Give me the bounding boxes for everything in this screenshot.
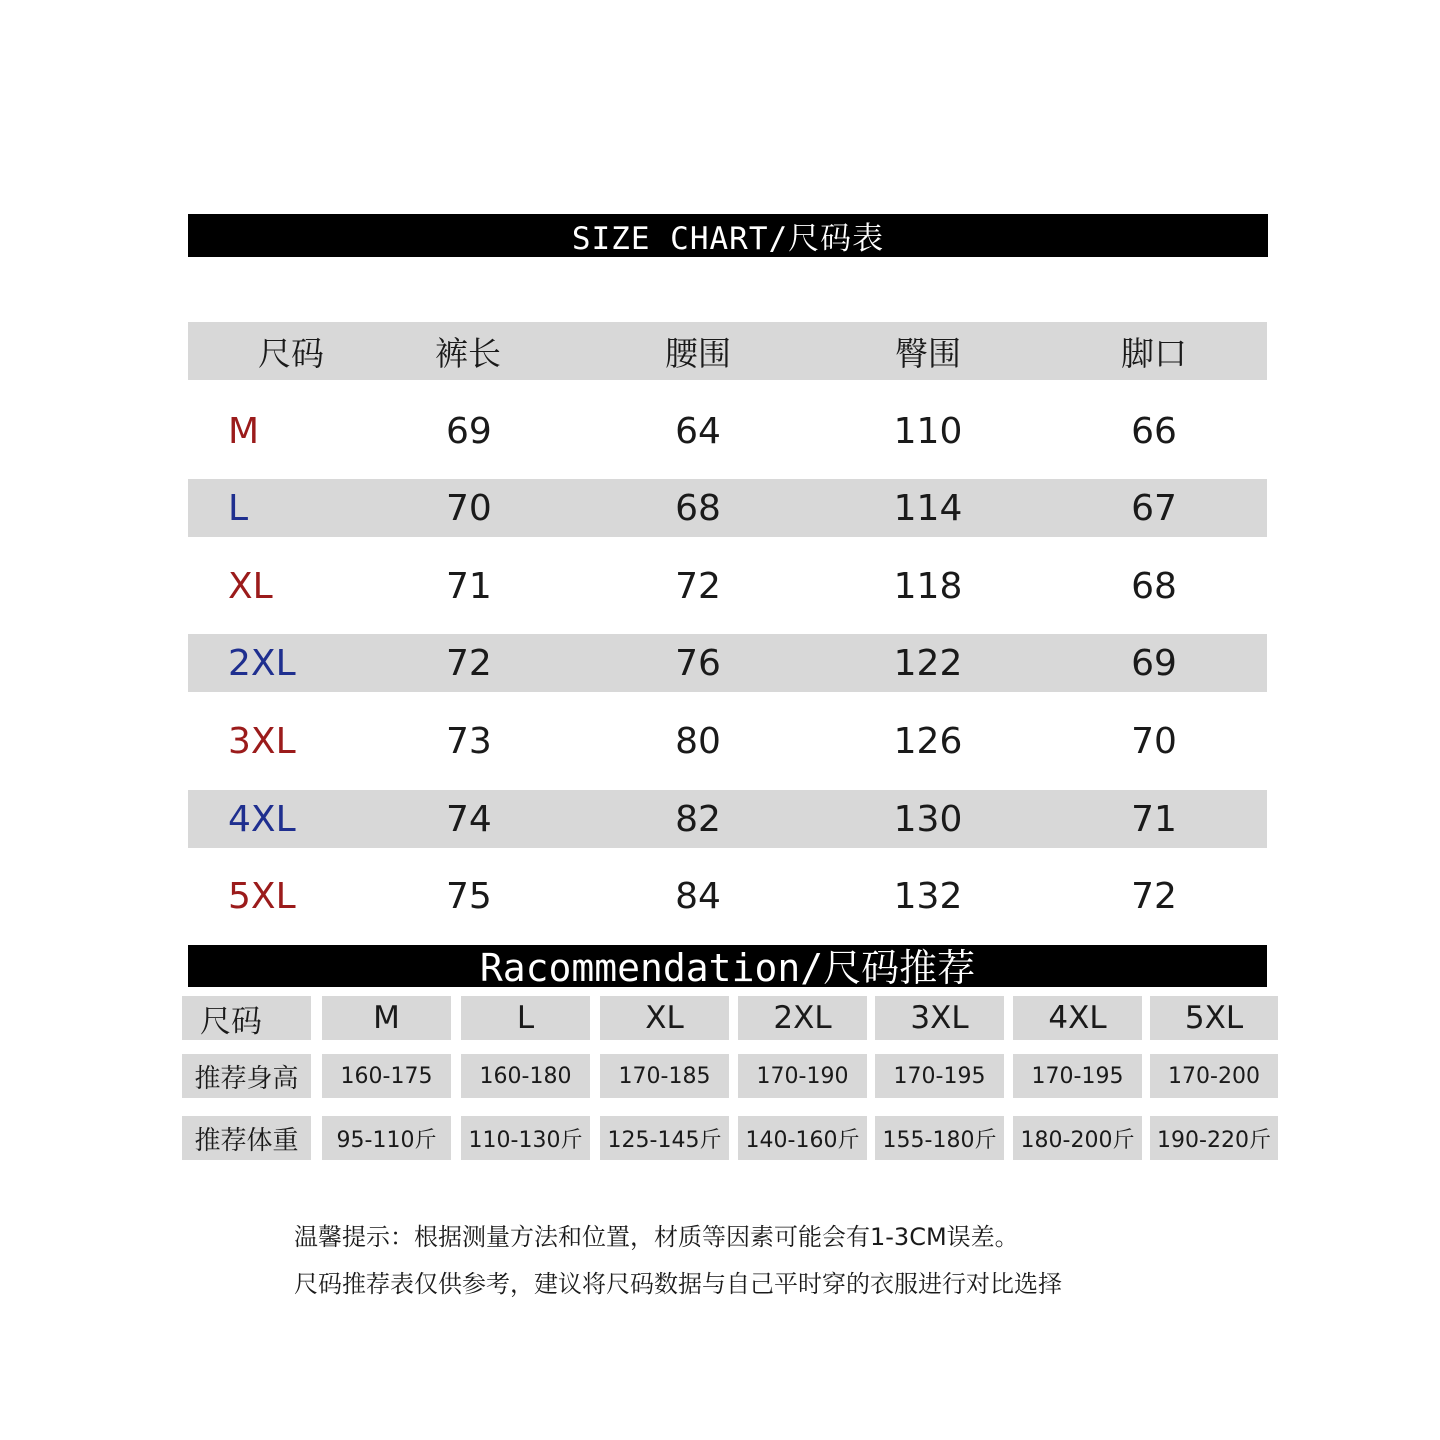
rec-size-label: 尺码 bbox=[182, 996, 311, 1040]
note-line-1: 温馨提示：根据测量方法和位置，材质等因素可能会有1-3CM误差。 bbox=[294, 1223, 1019, 1251]
rec-weight-cell: 190-220斤 bbox=[1150, 1116, 1278, 1160]
table-row bbox=[188, 712, 1267, 770]
hip-cell: 132 bbox=[893, 875, 963, 917]
size-cell: 5XL bbox=[228, 875, 296, 917]
recommendation-title-banner bbox=[188, 945, 1267, 990]
table-row bbox=[188, 790, 1267, 848]
length-cell: 69 bbox=[446, 410, 492, 452]
rec-size-cell: 4XL bbox=[1013, 996, 1142, 1040]
recommendation-title: Racommendation/尺码推荐 bbox=[479, 946, 976, 990]
size-cell: M bbox=[228, 410, 260, 452]
rec-height-cell: 160-180 bbox=[461, 1054, 590, 1098]
header-length: 裤长 bbox=[435, 333, 501, 373]
waist-cell: 76 bbox=[675, 642, 721, 684]
rec-weight-cell: 125-145斤 bbox=[600, 1116, 729, 1160]
length-cell: 70 bbox=[446, 487, 492, 529]
length-cell: 72 bbox=[446, 642, 492, 684]
rec-height-cell: 160-175 bbox=[322, 1054, 451, 1098]
hem-cell: 69 bbox=[1131, 642, 1177, 684]
rec-size-cell: L bbox=[461, 996, 590, 1040]
hem-cell: 67 bbox=[1131, 487, 1177, 529]
waist-cell: 82 bbox=[675, 798, 721, 840]
hem-cell: 71 bbox=[1131, 798, 1177, 840]
rec-weight-cell: 155-180斤 bbox=[875, 1116, 1004, 1160]
waist-cell: 72 bbox=[675, 565, 721, 607]
size-cell: L bbox=[228, 487, 249, 529]
size-chart-title: SIZE CHART/尺码表 bbox=[571, 221, 885, 257]
rec-size-cell: M bbox=[322, 996, 451, 1040]
rec-size-cell: 2XL bbox=[738, 996, 867, 1040]
header-waist: 腰围 bbox=[665, 333, 731, 373]
table-row bbox=[188, 402, 1267, 460]
rec-weight-cell: 110-130斤 bbox=[461, 1116, 590, 1160]
length-cell: 73 bbox=[446, 720, 492, 762]
rec-size-cell: 3XL bbox=[875, 996, 1004, 1040]
note-line-2: 尺码推荐表仅供参考，建议将尺码数据与自己平时穿的衣服进行对比选择 bbox=[294, 1270, 1062, 1298]
rec-height-label: 推荐身高 bbox=[182, 1054, 311, 1098]
hip-cell: 118 bbox=[893, 565, 963, 607]
size-chart-title-banner bbox=[188, 214, 1268, 257]
length-cell: 71 bbox=[446, 565, 492, 607]
rec-weight-label: 推荐体重 bbox=[182, 1116, 311, 1160]
hip-cell: 122 bbox=[893, 642, 963, 684]
rec-weight-cell: 140-160斤 bbox=[738, 1116, 867, 1160]
header-size: 尺码 bbox=[258, 333, 324, 373]
rec-size-cell: XL bbox=[600, 996, 729, 1040]
size-cell: 4XL bbox=[228, 798, 296, 840]
waist-cell: 68 bbox=[675, 487, 721, 529]
hem-cell: 70 bbox=[1131, 720, 1177, 762]
rec-weight-cell: 180-200斤 bbox=[1013, 1116, 1142, 1160]
waist-cell: 64 bbox=[675, 410, 721, 452]
header-hip: 臀围 bbox=[895, 333, 961, 373]
rec-height-cell: 170-185 bbox=[600, 1054, 729, 1098]
hem-cell: 72 bbox=[1131, 875, 1177, 917]
rec-size-cell: 5XL bbox=[1150, 996, 1278, 1040]
table-row bbox=[188, 479, 1267, 537]
table-row bbox=[188, 634, 1267, 692]
hip-cell: 126 bbox=[893, 720, 963, 762]
table-row bbox=[188, 557, 1267, 615]
length-cell: 75 bbox=[446, 875, 492, 917]
size-table-header bbox=[188, 322, 1267, 380]
hip-cell: 114 bbox=[893, 487, 963, 529]
hip-cell: 110 bbox=[893, 410, 963, 452]
rec-height-cell: 170-200 bbox=[1150, 1054, 1278, 1098]
rec-height-cell: 170-190 bbox=[738, 1054, 867, 1098]
size-cell: XL bbox=[228, 565, 273, 607]
waist-cell: 80 bbox=[675, 720, 721, 762]
size-cell: 3XL bbox=[228, 720, 296, 762]
rec-height-cell: 170-195 bbox=[1013, 1054, 1142, 1098]
hip-cell: 130 bbox=[893, 798, 963, 840]
size-cell: 2XL bbox=[228, 642, 296, 684]
table-row bbox=[188, 867, 1267, 925]
waist-cell: 84 bbox=[675, 875, 721, 917]
header-hem: 脚口 bbox=[1121, 333, 1187, 373]
rec-weight-cell: 95-110斤 bbox=[322, 1116, 451, 1160]
length-cell: 74 bbox=[446, 798, 492, 840]
hem-cell: 68 bbox=[1131, 565, 1177, 607]
hem-cell: 66 bbox=[1131, 410, 1177, 452]
rec-height-cell: 170-195 bbox=[875, 1054, 1004, 1098]
